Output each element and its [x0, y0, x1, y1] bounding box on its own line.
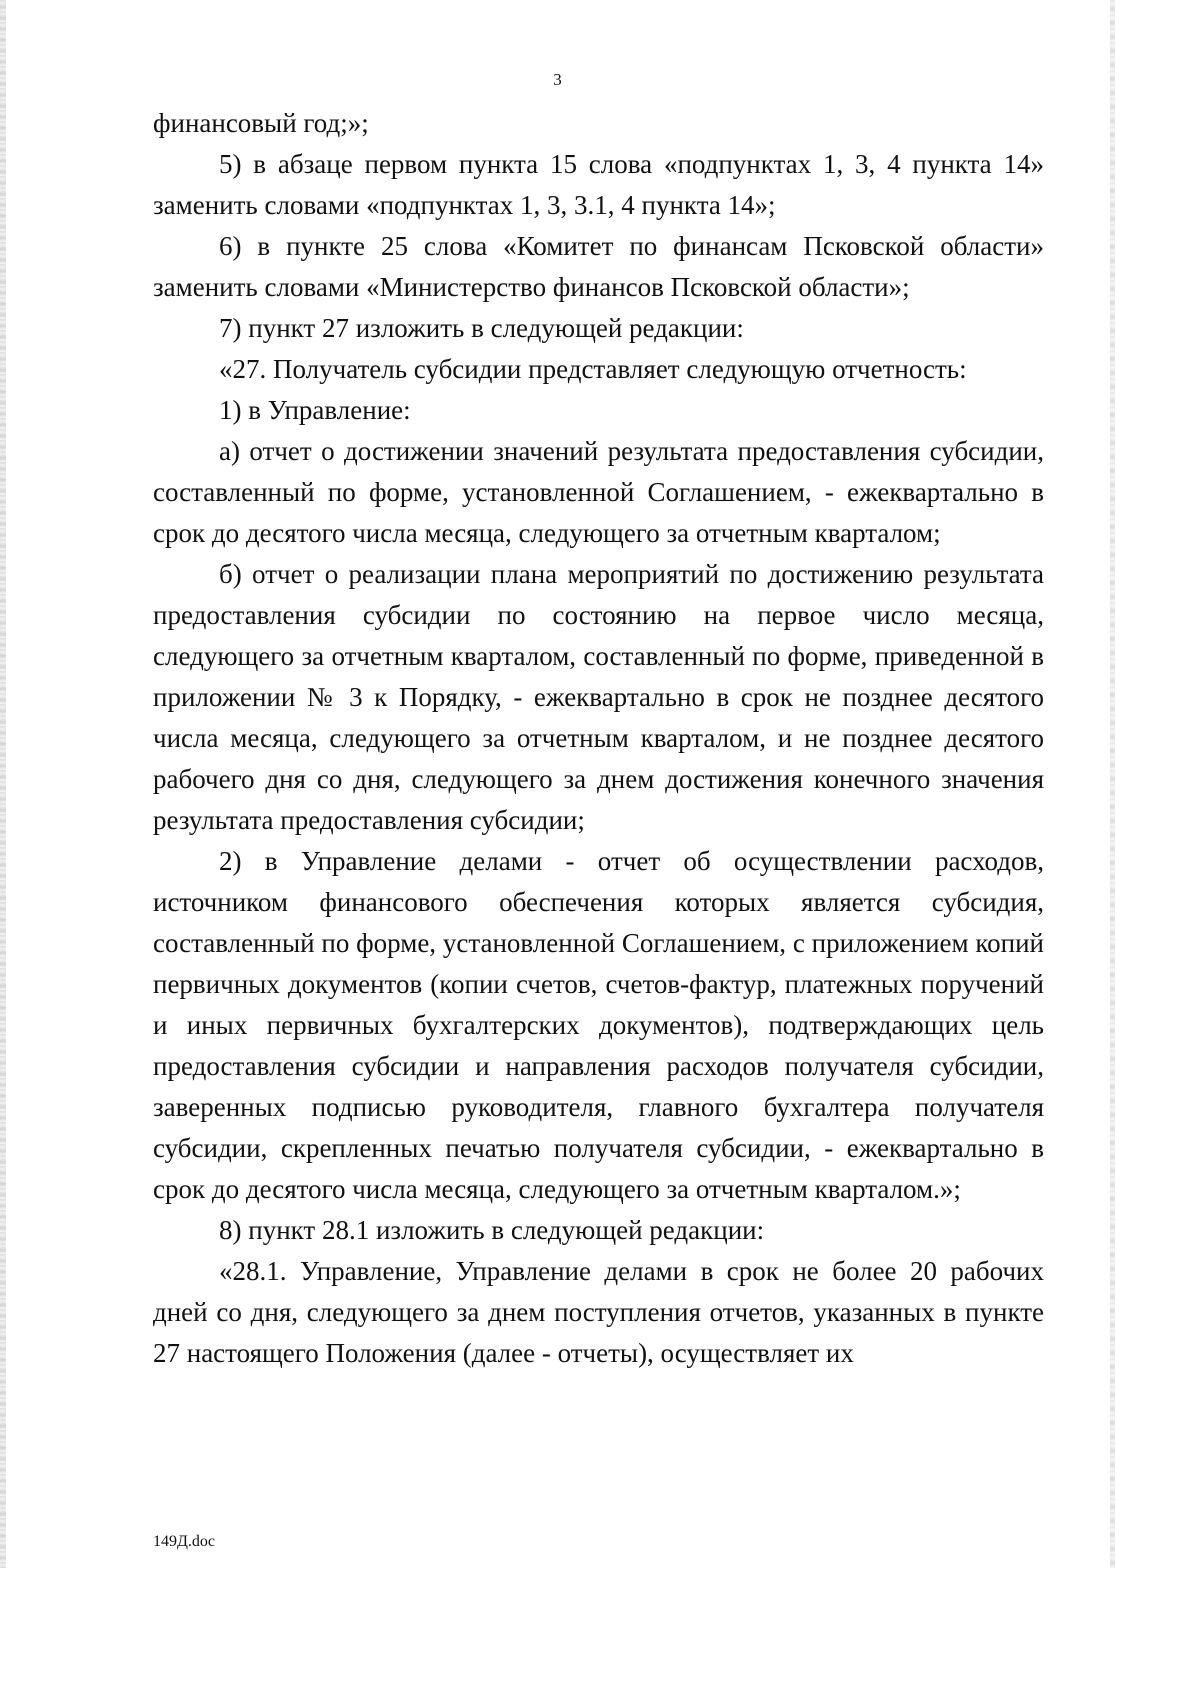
- paragraph-subitem-2: 2) в Управление делами - отчет об осуществлении расходов, источником финансового обеспечения которых является субсидия, составленный по форме, установленной Соглашением, с приложением копий первичных документов (копии счетов, счетов-фактур, платежных поручений и иных первичных бухгалтерских документов), подтверждающих цель предоставления субсидии и направления расходов получателя субсидии, заверенных подписью руководителя, главного бухгалтера получателя субсидии, скрепленных печатью получателя субсидии, - ежеквартально в срок до десятого числа месяца, следующего за отчетным кварталом.»;: [153, 846, 1044, 1204]
- paragraph-item-8: 8) пункт 28.1 изложить в следующей редакции:: [219, 1215, 765, 1245]
- footer-filename: 149Д.doc: [153, 1533, 216, 1550]
- paragraph-item-6: 6) в пункте 25 слова «Комитет по финансам Псковской области» заменить словами «Министерство финансов Псковской области»;: [153, 231, 1044, 302]
- paragraph-continuation: финансовый год;»;: [153, 108, 369, 138]
- paragraph-subitem-1: 1) в Управление:: [219, 395, 411, 425]
- paragraph-subitem-a: а) отчет о достижении значений результата предоставления субсидии, составленный по форме, установленной Соглашением, - ежеквартально в срок до десятого числа месяца, следующего за отчетным кварталом;: [153, 436, 1044, 548]
- paragraph-clause-28-1: «28.1. Управление, Управление делами в срок не более 20 рабочих дней со дня, следующего за днем поступления отчетов, указанных в пункте 27 настоящего Положения (далее - отчеты), осуществляет их: [153, 1256, 1044, 1368]
- paragraph-subitem-b: б) отчет о реализации плана мероприятий по достижению результата предоставления субсидии по состоянию на первое число месяца, следующего за отчетным кварталом, составленный по форме, приведенной в приложении № 3 к Порядку, - ежеквартально в срок не позднее десятого числа месяца, следующего за отчетным кварталом, и не позднее десятого рабочего дня со дня, следующего за днем достижения конечного значения результата предоставления субсидии;: [153, 559, 1044, 835]
- document-body: [153, 103, 1044, 1374]
- paragraph-clause-27: «27. Получатель субсидии представляет следующую отчетность:: [219, 354, 967, 384]
- page-number: 3: [553, 70, 562, 89]
- paragraph-item-5: 5) в абзаце первом пункта 15 слова «подпунктах 1, 3, 4 пункта 14» заменить словами «подпунктах 1, 3, 3.1, 4 пункта 14»;: [153, 149, 1044, 220]
- scan-edge-left: [0, 0, 6, 1568]
- scan-edge-right: [1110, 0, 1115, 1568]
- paragraph-item-7: 7) пункт 27 изложить в следующей редакции:: [219, 313, 744, 343]
